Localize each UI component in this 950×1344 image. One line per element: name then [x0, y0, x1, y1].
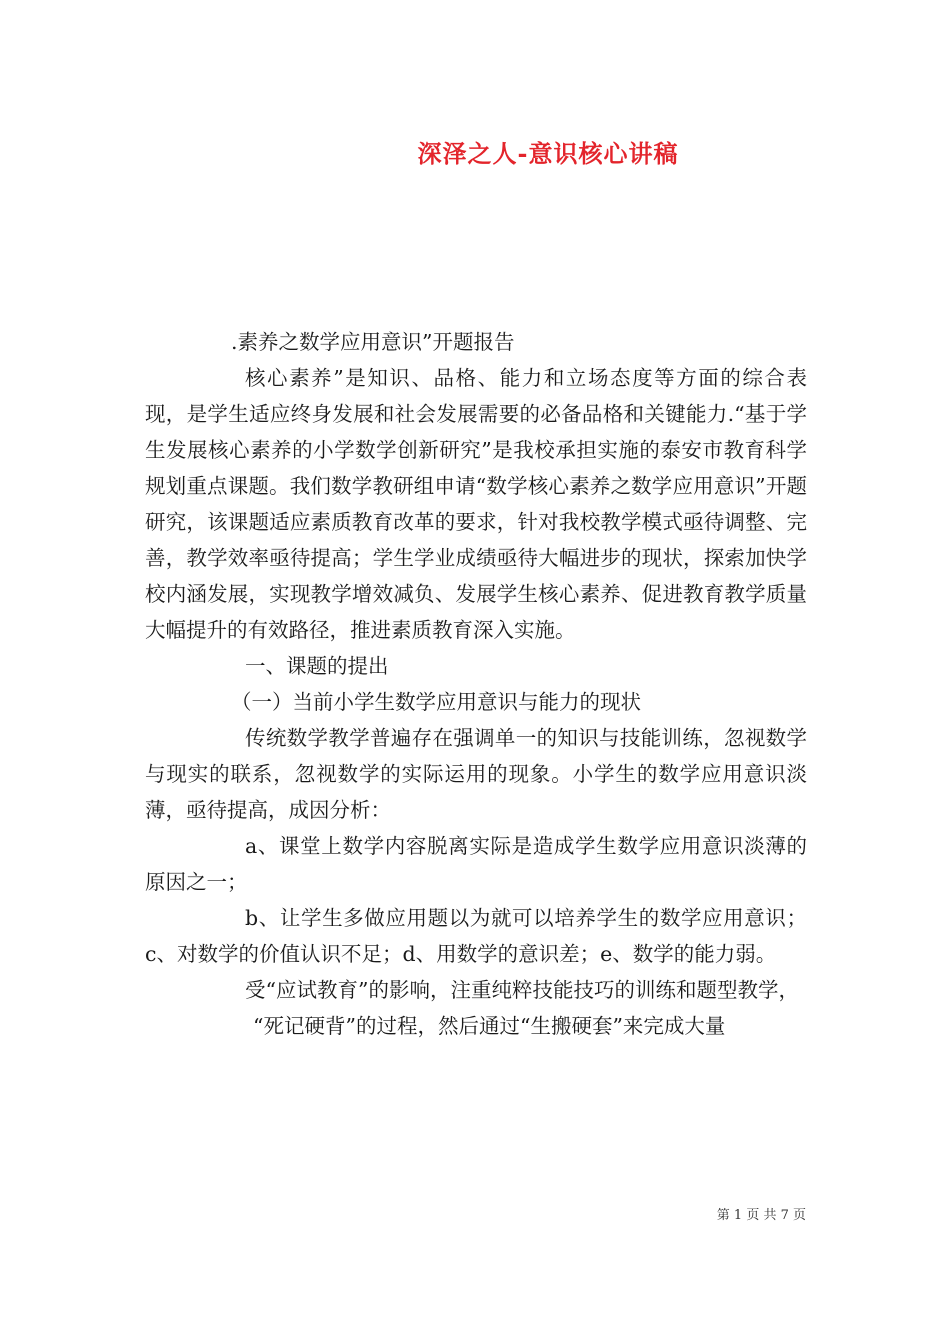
document-body [145, 324, 807, 1044]
paragraph-report-heading: .素养之数学应用意识”开题报告 [231, 330, 515, 354]
paragraph-reason-b: b、让学生多做应用题以为就可以培养学生的数学应用意识；c、对数学的价值认识不足；d、用数学的意识差；e、数学的能力弱。 [145, 906, 807, 966]
section-heading-1: 一、课题的提出 [245, 654, 389, 678]
paragraph-rote-learning: “死记硬背”的过程，然后通过“生搬硬套”来完成大量 [253, 1014, 726, 1038]
subsection-heading-1: （一）当前小学生数学应用意识与能力的现状 [231, 690, 641, 714]
document-title: 深泽之人-意识核心讲稿 [417, 139, 679, 168]
paragraph-core-literacy: 核心素养”是知识、品格、能力和立场态度等方面的综合表现，是学生适应终身发展和社会发展需要的必备品格和关键能力.“基于学生发展核心素养的小学数学创新研究”是我校承担实施的泰安市教育科学规划重点课题。我们数学教研组申请“数学核心素养之数学应用意识”开题研究，该课题适应素质教育改革的要求，针对我校教学模式亟待调整、完善，教学效率亟待提高；学生学业成绩亟待大幅进步的现状，探索加快学校内涵发展，实现教学增效减负、发展学生核心素养、促进教育教学质量大幅提升的有效路径，推进素质教育深入实施。 [145, 366, 807, 642]
page-number: 第 1 页 共 7 页 [716, 1208, 806, 1223]
paragraph-traditional-teaching: 传统数学教学普遍存在强调单一的知识与技能训练，忽视数学与现实的联系，忽视数学的实际运用的现象。小学生的数学应用意识淡薄，亟待提高，成因分析： [145, 726, 807, 822]
paragraph-exam-education: 受“应试教育”的影响，注重纯粹技能技巧的训练和题型教学， [245, 978, 799, 1002]
paragraph-reason-a: a、课堂上数学内容脱离实际是造成学生数学应用意识淡薄的原因之一； [145, 834, 807, 894]
